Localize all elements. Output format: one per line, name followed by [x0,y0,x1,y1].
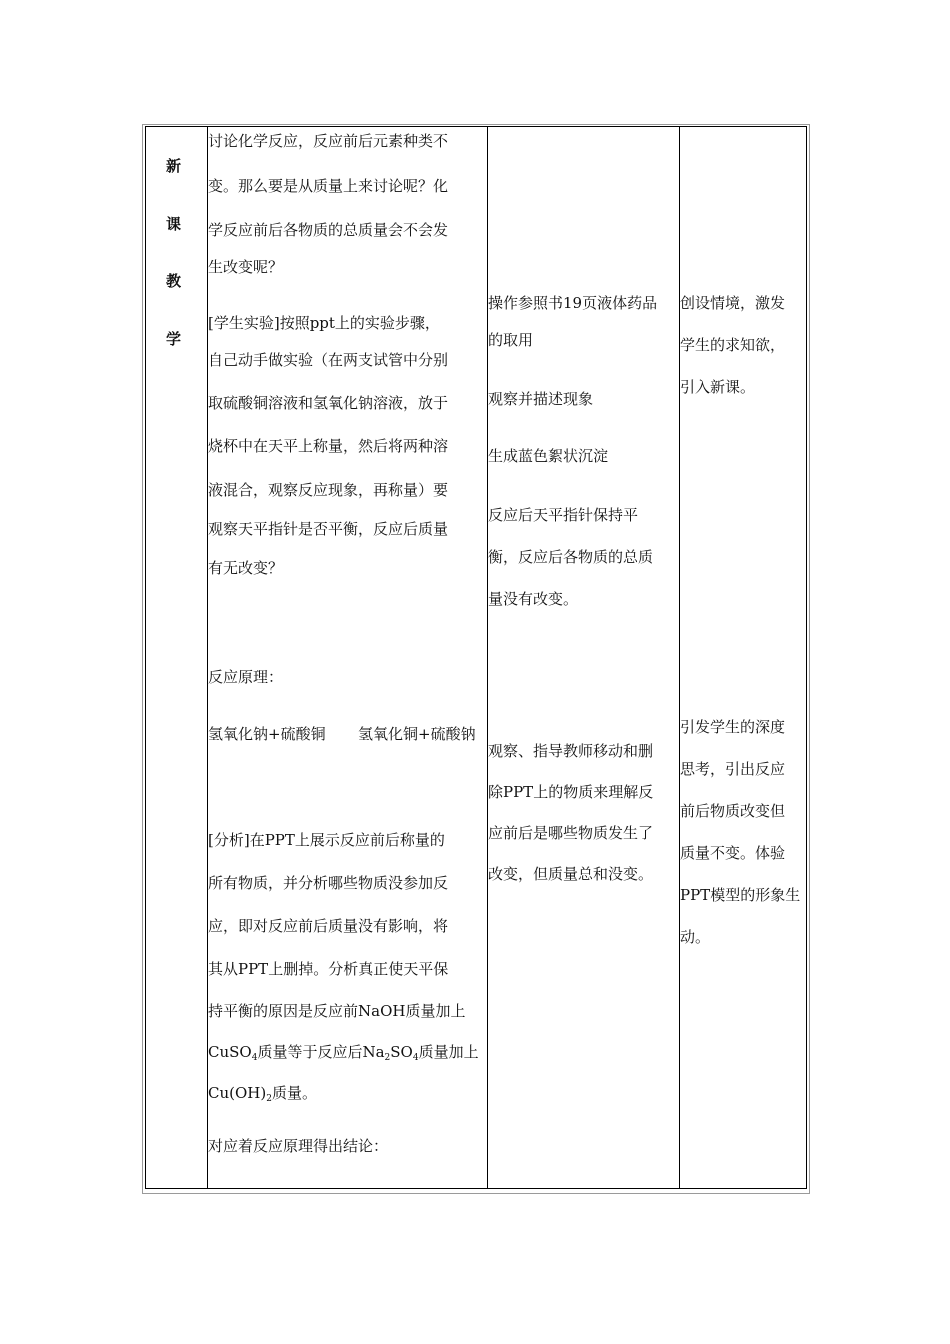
formula-line: $Cu(OH)_2$质量。 [208,1084,317,1104]
section-label-char: 教 [166,272,182,290]
text-line: 讨论化学反应，反应前后元素种类不 [208,132,449,150]
text-line: 应前后是哪些物质发生了 [488,824,654,842]
text-line: [学生实验]按照ppt上的实验步骤， [208,314,440,332]
formula-cuoh2: $Cu(OH)_2$ [208,1084,272,1104]
text-line: 变。那么要是从质量上来讨论呢？化 [208,177,449,195]
text-line: 烧杯中在天平上称量，然后将两种溶 [208,437,449,455]
text-line: 动。 [680,928,711,946]
text-line: PPT模型的形象生 [680,886,801,904]
text-line: 对应着反应原理得出结论： [208,1137,389,1155]
text-line: 有无改变？ [208,559,284,577]
formula-na2so4: $Na_2SO_4$ [362,1043,419,1063]
text-line: 反应后天平指针保持平 [488,506,639,524]
text-line: 所有物质，并分析哪些物质没参加反 [208,874,449,892]
text-line: 改变，但质量总和没变。 [488,865,654,883]
text-line: 应，即对反应前后质量没有影响，将 [208,917,449,935]
text-line: 反应原理： [208,668,284,686]
section-label-char: 学 [166,330,182,348]
text-line: 学反应前后各物质的总质量会不会发 [208,221,449,239]
text-line: 学生的求知欲， [680,336,786,354]
text-line: 自己动手做实验（在两支试管中分别 [208,351,449,369]
text-line: 生改变呢？ [208,258,284,276]
design-intent-cell [680,127,808,1188]
student-activity-cell [488,127,679,1188]
text-line: 取硫酸铜溶液和氢氧化钠溶液，放于 [208,394,449,412]
section-label-cell [146,127,207,1188]
text-line: 衡，反应后各物质的总质 [488,548,654,566]
section-label-char: 新 [166,157,182,175]
text-line: 思考，引出反应 [680,760,786,778]
table-inner-border [145,126,807,1189]
formula-cuso4: CuSO$_4$ [208,1043,258,1063]
text-line: 持平衡的原因是反应前NaOH质量加上 [208,1002,466,1020]
text-line: [分析]在PPT上展示反应前后称量的 [208,831,445,849]
text-line: 引发学生的深度 [680,718,786,736]
text-line: 液混合，观察反应现象，再称量）要 [208,481,449,499]
text-line: 创设情境，激发 [680,294,786,312]
text-line: 量没有改变。 [488,590,579,608]
formula-line: CuSO$_4$质量等于反应后$Na_2SO_4$质量加上 [208,1043,479,1063]
text-line: 生成蓝色絮状沉淀 [488,447,609,465]
text-line: 观察天平指针是否平衡，反应后质量 [208,520,449,538]
text-line: 观察并描述现象 [488,390,594,408]
text-line: 引入新课。 [680,378,756,396]
text-line: 除PPT上的物质来理解反 [488,783,654,801]
lesson-table [142,124,810,1194]
text-line: 观察、指导教师移动和删 [488,742,654,760]
text-line: 操作参照书19页液体药品 [488,294,658,312]
reaction-products: 氢氧化铜+硫酸钠 [358,725,476,743]
text-line: 的取用 [488,331,534,349]
teacher-activity-cell [208,127,487,1188]
text-line: 前后物质改变但 [680,802,786,820]
reaction-reactants: 氢氧化钠+硫酸铜 [208,725,326,743]
section-label-char: 课 [166,215,182,233]
text-line: 其从PPT上删掉。分析真正使天平保 [208,960,449,978]
text-line: 质量不变。体验 [680,844,786,862]
